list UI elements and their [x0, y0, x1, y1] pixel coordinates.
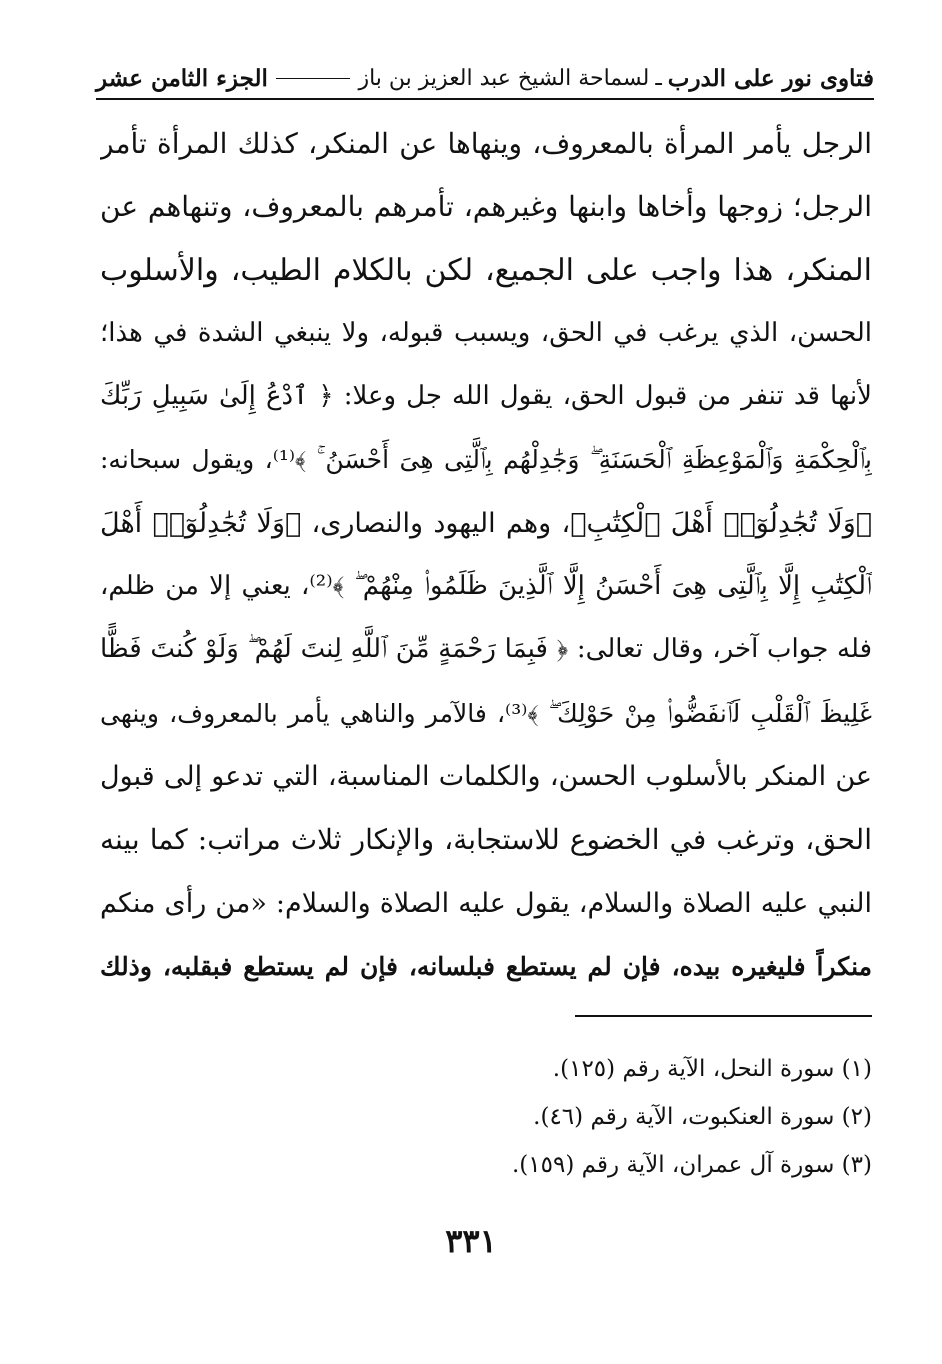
body-line: الحسن، الذي يرغب في الحق، ويسبب قبوله، ولا ينبغي الشدة في هذا؛	[100, 317, 872, 348]
page-number: ٣٣١	[445, 1222, 497, 1260]
body-line: غَلِيظَ ٱلْقَلْبِ لَٱنفَضُّوا۟ مِنْ حَوْلِكَ ۖ ﴾⁽³⁾، فالآمر والناهي يأمر بالمعروف، وينهى	[100, 698, 872, 728]
footnote-3: (٣) سورة آل عمران، الآية رقم (١٥٩).	[512, 1152, 872, 1178]
body-line-hadith: منكراً فليغيره بيده، فإن لم يستطع فبلسانه، فإن لم يستطع فبقلبه، وذلك	[100, 951, 872, 981]
body-line: الحق، وترغب في الخضوع للاستجابة، والإنكار ثلاث مراتب: كما بينه	[100, 823, 872, 857]
author-name: لسماحة الشيخ عبد العزيز بن باز	[358, 65, 650, 91]
part-title: الجزء الثامن عشر	[96, 64, 268, 92]
body-line: عن المنكر بالأسلوب الحسن، والكلمات المناسبة، التي تدعو إلى قبول	[100, 760, 872, 792]
footnotes	[272, 1045, 872, 1189]
body-line: بِٱلْحِكْمَةِ وَٱلْمَوْعِظَةِ ٱلْحَسَنَةِ ۖ وَجَٰدِلْهُم بِٱلَّتِى هِىَ أَحْسَنُ ۚ ﴾⁽¹⁾، ويقول سبحانه:	[100, 445, 872, 475]
body-line: لأنها قد تنفر من قبول الحق، يقول الله جل وعلا: ﴿ ٱدْعُ إِلَىٰ سَبِيلِ رَبِّكَ	[100, 381, 872, 412]
body-text	[100, 112, 872, 998]
body-line: ﴿وَلَا تُجَٰدِلُوٓا۟ أَهْلَ ٱلْكِتَٰبِ﴾، وهم اليهود والنصارى، ﴿وَلَا تُجَٰدِلُوٓا۟ أَهْلَ	[100, 507, 872, 539]
body-line: الرجل يأمر المرأة بالمعروف، وينهاها عن المنكر، كذلك المرأة تأمر	[100, 127, 872, 160]
footnote-separator	[575, 1015, 872, 1017]
footnote-2: (٢) سورة العنكبوت، الآية رقم (٤٦).	[533, 1104, 872, 1130]
body-line: فله جواب آخر، وقال تعالى: ﴿ فَبِمَا رَحْمَةٍ مِّنَ ٱللَّهِ لِنتَ لَهُمْ ۖ وَلَوْ كُنتَ فَظًّا	[100, 634, 872, 665]
header-rule	[276, 78, 351, 79]
body-line: الرجل؛ زوجها وأخاها وابنها وغيرهم، تأمرهم بالمعروف، وتنهاهم عن	[100, 190, 872, 224]
body-line: ٱلْكِتَٰبِ إِلَّا بِٱلَّتِى هِىَ أَحْسَنُ إِلَّا ٱلَّذِينَ ظَلَمُوا۟ مِنْهُمْ ۖ ﴾⁽²⁾، يعني إلا من ظلم،	[100, 571, 872, 602]
header-dash: ـ	[655, 65, 662, 91]
footnote-1: (١) سورة النحل، الآية رقم (١٢٥).	[552, 1056, 872, 1082]
body-line: المنكر، هذا واجب على الجميع، لكن بالكلام الطيب، والأسلوب	[100, 252, 872, 288]
running-header	[96, 58, 874, 100]
book-title: فتاوى نور على الدرب	[667, 64, 874, 92]
body-line: النبي عليه الصلاة والسلام، يقول عليه الصلاة والسلام: «من رأى منكم	[100, 887, 872, 919]
